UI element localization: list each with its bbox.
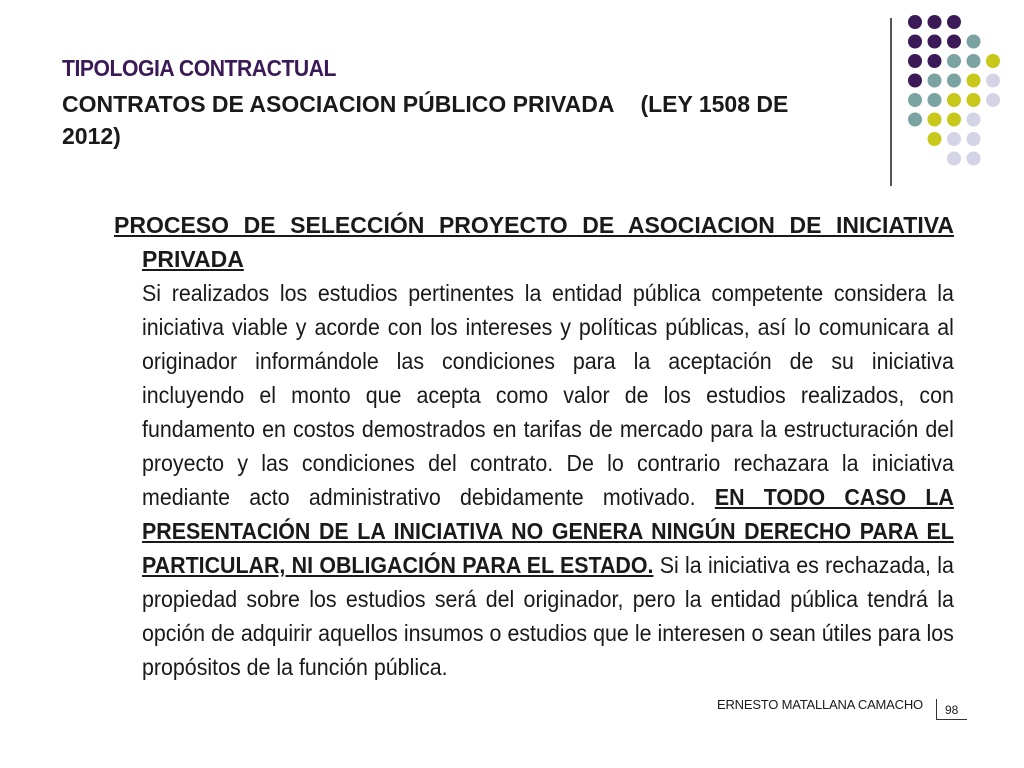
decorative-dot — [967, 93, 981, 107]
decorative-dot — [928, 35, 942, 49]
decorative-dot — [928, 15, 942, 29]
decorative-dot — [947, 152, 961, 166]
page-number-box — [936, 699, 967, 720]
subtitle-law-reference: (LEY 1508 DE 2012) — [62, 91, 789, 149]
decorative-dot — [967, 74, 981, 88]
decorative-dot — [928, 93, 942, 107]
slide-content — [114, 208, 954, 684]
decorative-dot — [908, 54, 922, 68]
vertical-divider — [890, 18, 892, 186]
body-emphasis: EN TODO CASO LA PRESENTACIÓN DE LA INICIATIVA NO GENERA NINGÚN DERECHO PARA EL PARTICULAR, NI OBLIGACIÓN PARA EL ESTADO. — [142, 484, 954, 578]
decorative-dot — [947, 54, 961, 68]
decorative-dot — [967, 132, 981, 146]
decorative-dot — [967, 54, 981, 68]
body-paragraph-part1: Si realizados los estudios pertinentes la entidad pública competente considera la iniciativa viable y acorde con los intereses y políticas públicas, así lo comunicara al originador informándole las condiciones para la aceptación de su iniciativa incluyendo el monto que acepta como valor de los estudios realizados, con fundamento en costos demostrados en tarifas de mercado para la estructuración del proyecto y las condiciones del contrato. De lo contrario rechazara la iniciativa mediante acto administrativo debidamente motivado. — [142, 280, 954, 510]
decorative-dot — [947, 132, 961, 146]
page-number: 98 — [945, 703, 959, 717]
footer-author: ERNESTO MATALLANA CAMACHO — [717, 697, 923, 712]
decorative-dot — [928, 113, 942, 127]
decorative-dot — [928, 132, 942, 146]
decorative-dot — [928, 54, 942, 68]
decorative-dot — [908, 93, 922, 107]
decorative-dot — [947, 15, 961, 29]
section-heading — [114, 208, 954, 276]
decorative-dot — [947, 113, 961, 127]
decorative-dot — [947, 74, 961, 88]
decorative-dot — [908, 15, 922, 29]
body-paragraph-part2: Si la iniciativa es rechazada, la propiedad sobre los estudios será del originador, pero la entidad pública tendrá la opción de adquirir aquellos insumos o estudios que le interesen o sean útiles para los propósitos de la función pública. — [142, 552, 954, 680]
decorative-dot — [967, 113, 981, 127]
decorative-dot — [908, 113, 922, 127]
slide-subtitle — [62, 88, 852, 152]
slide-title-block — [62, 54, 862, 152]
decorative-dot — [947, 35, 961, 49]
decorative-dot — [928, 74, 942, 88]
decorative-dot — [908, 74, 922, 88]
decorative-dot — [986, 93, 1000, 107]
subtitle-main: CONTRATOS DE ASOCIACION PÚBLICO PRIVADA — [62, 91, 615, 117]
section-body — [142, 276, 954, 684]
decorative-dot — [986, 74, 1000, 88]
decorative-dot — [967, 152, 981, 166]
decorative-dot — [908, 35, 922, 49]
section-heading-text: PROCESO DE SELECCIÓN PROYECTO DE ASOCIACION DE INICIATIVA PRIVADA — [114, 212, 954, 272]
decorative-dot — [947, 93, 961, 107]
decorative-dot — [967, 35, 981, 49]
decorative-dot — [986, 54, 1000, 68]
slide-title: TIPOLOGIA CONTRACTUAL — [62, 55, 337, 81]
